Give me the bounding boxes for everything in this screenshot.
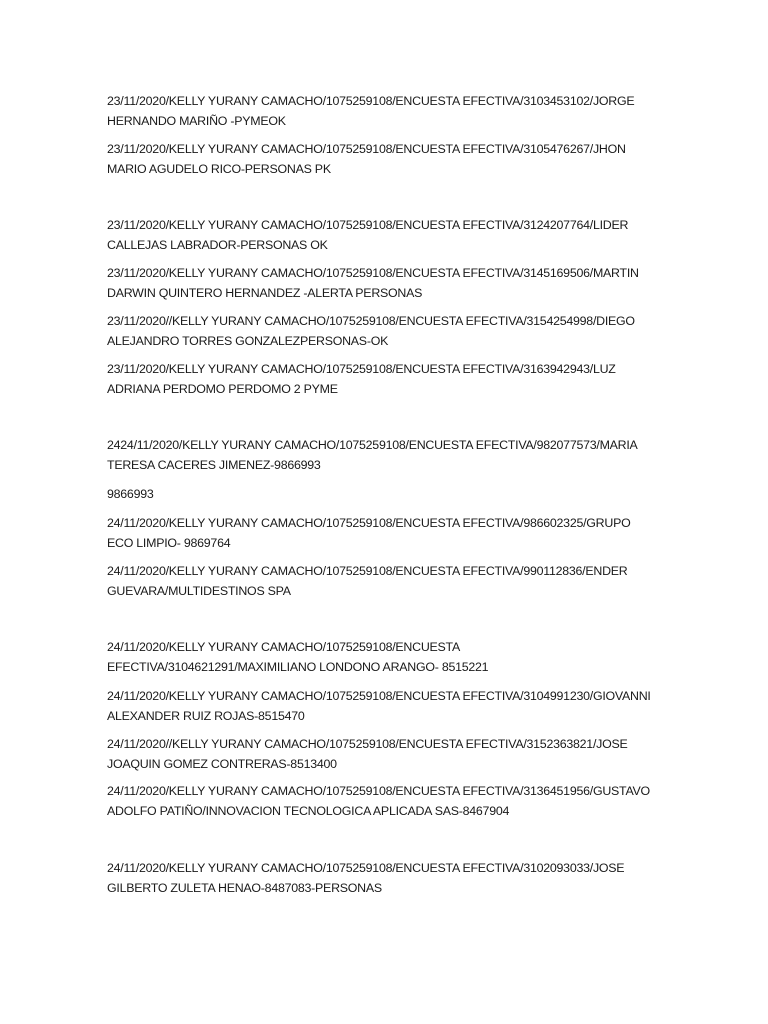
survey-entry: 23/11/2020/KELLY YURANY CAMACHO/1075259108/ENCUESTA EFECTIVA/3103453102/JORGE HERNANDO MARIÑO -PYMEOK: [107, 94, 635, 128]
survey-entry: 23/11/2020/KELLY YURANY CAMACHO/1075259108/ENCUESTA EFECTIVA/3105476267/JHON MARIO AGUDELO RICO-PERSONAS PK: [107, 142, 626, 176]
survey-entry: 24/11/2020/KELLY YURANY CAMACHO/1075259108/ENCUESTA EFECTIVA/3104991230/GIOVANNI ALEXANDER RUIZ ROJAS-8515470: [107, 689, 651, 723]
survey-entry: 24/11/2020/KELLY YURANY CAMACHO/1075259108/ENCUESTA EFECTIVA/990112836/ENDER GUEVARA/MULTIDESTINOS SPA: [107, 564, 628, 598]
survey-entry: 23/11/2020//KELLY YURANY CAMACHO/1075259108/ENCUESTA EFECTIVA/3154254998/DIEGO ALEJANDRO TORRES GONZALEZPERSONAS-OK: [107, 314, 635, 348]
survey-entry: 24/11/2020//KELLY YURANY CAMACHO/1075259108/ENCUESTA EFECTIVA/3152363821/JOSE JOAQUIN GOMEZ CONTRERAS-8513400: [107, 737, 628, 771]
survey-entry: 24/11/2020/KELLY YURANY CAMACHO/1075259108/ENCUESTA EFECTIVA/3104621291/MAXIMILIANO LONDONO ARANGO- 8515221: [107, 640, 489, 674]
survey-entry: 9866993: [107, 487, 154, 501]
survey-entry: 24/11/2020/KELLY YURANY CAMACHO/1075259108/ENCUESTA EFECTIVA/3102093033/JOSE GILBERTO ZULETA HENAO-8487083-PERSONAS: [107, 861, 625, 895]
survey-entry: 2424/11/2020/KELLY YURANY CAMACHO/1075259108/ENCUESTA EFECTIVA/982077573/MARIA TERESA CACERES JIMENEZ-9866993: [107, 438, 638, 472]
survey-entry: 23/11/2020/KELLY YURANY CAMACHO/1075259108/ENCUESTA EFECTIVA/3124207764/LIDER CALLEJAS LABRADOR-PERSONAS OK: [107, 218, 629, 252]
survey-entry: 23/11/2020/KELLY YURANY CAMACHO/1075259108/ENCUESTA EFECTIVA/3163942943/LUZ ADRIANA PERDOMO PERDOMO 2 PYME: [107, 362, 616, 396]
survey-entry: 24/11/2020/KELLY YURANY CAMACHO/1075259108/ENCUESTA EFECTIVA/3136451956/GUSTAVO ADOLFO PATIÑO/INNOVACION TECNOLOGICA APLICADA SAS-8467904: [107, 784, 650, 818]
survey-entry: 24/11/2020/KELLY YURANY CAMACHO/1075259108/ENCUESTA EFECTIVA/986602325/GRUPO ECO LIMPIO- 9869764: [107, 516, 631, 550]
survey-entry: 23/11/2020/KELLY YURANY CAMACHO/1075259108/ENCUESTA EFECTIVA/3145169506/MARTIN DARWIN QUINTERO HERNANDEZ -ALERTA PERSONAS: [107, 266, 639, 300]
